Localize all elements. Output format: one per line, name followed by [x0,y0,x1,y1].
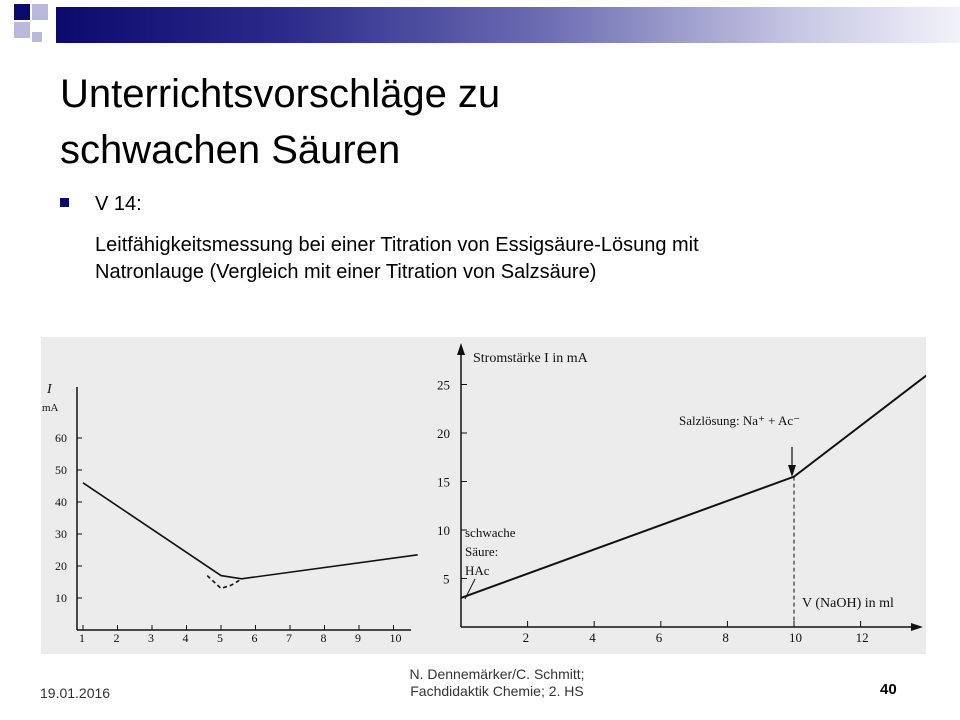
left-y-tick-label: 50 [55,463,67,477]
corner-square-light-3 [32,32,42,42]
weak-acid-label-1: schwache [465,525,516,540]
left-y-tick-label: 10 [55,591,67,605]
salt-solution-label: Salzlösung: Na⁺ + Ac⁻ [679,413,801,428]
right-xlabel: V (NaOH) in ml [802,596,894,611]
right-x-tick-label: 10 [789,630,802,645]
scan-background [41,337,926,654]
corner-square-light-2 [14,22,30,38]
body-line-1: Leitfähigkeitsmessung bei einer Titration von Essigsäure-Lösung mit [95,234,699,256]
corner-square-navy [14,4,30,20]
right-x-tick-label: 4 [589,630,596,645]
footer-author-line-1: N. Dennemärker/C. Schmitt; [409,666,585,682]
title-line-1: Unterrichtsvorschläge zu [60,72,501,116]
body-text [95,232,925,286]
weak-acid-label-3: HAc [465,563,490,578]
weak-acid-label-2: Säure: [465,544,499,559]
right-ylabel: Stromstärke I in mA [473,351,588,366]
right-y-tick-label: 10 [437,523,450,538]
left-y-tick-label: 60 [55,431,67,445]
left-x-tick-label: 5 [217,631,223,645]
left-x-tick-label: 8 [320,631,327,645]
left-x-tick-label: 3 [148,631,154,645]
footer-date: 19.01.2016 [40,685,111,701]
footer-author-line-2: Fachdidaktik Chemie; 2. HS [410,683,584,699]
right-y-tick-label: 15 [437,474,450,490]
right-x-tick-label: 12 [855,630,869,645]
left-ylabel-symbol: I [47,382,52,397]
titration-figure [41,337,926,654]
left-x-tick-label: 7 [286,631,292,645]
page-number: 40 [880,681,897,698]
bullet-label: V 14: [95,193,142,215]
left-x-tick-label: 6 [251,631,258,645]
left-ylabel-unit: mA [42,402,59,414]
right-y-tick-label: 20 [437,426,450,441]
left-x-tick-label: 10 [389,631,402,645]
bullet-square-icon [60,198,69,207]
right-y-tick-label: 5 [443,571,450,587]
left-x-tick-label: 9 [355,631,361,645]
left-y-tick-label: 40 [55,495,67,509]
header-gradient-bar [56,7,960,43]
left-x-tick-label: 2 [113,631,120,645]
slide-title [60,66,920,178]
right-y-tick-label: 25 [437,377,450,393]
right-x-tick-label: 2 [522,630,530,645]
left-x-tick-label: 1 [79,631,85,645]
right-x-tick-label: 6 [655,630,663,645]
corner-square-light-1 [32,4,48,20]
left-x-tick-label: 4 [182,631,189,645]
title-line-2: schwachen Säuren [60,128,401,172]
body-line-2: Natronlauge (Vergleich mit einer Titration von Salzsäure) [95,261,597,283]
left-y-tick-label: 30 [55,527,67,541]
footer-author [372,666,622,700]
left-y-tick-label: 20 [55,559,67,573]
right-x-tick-label: 8 [722,630,729,645]
